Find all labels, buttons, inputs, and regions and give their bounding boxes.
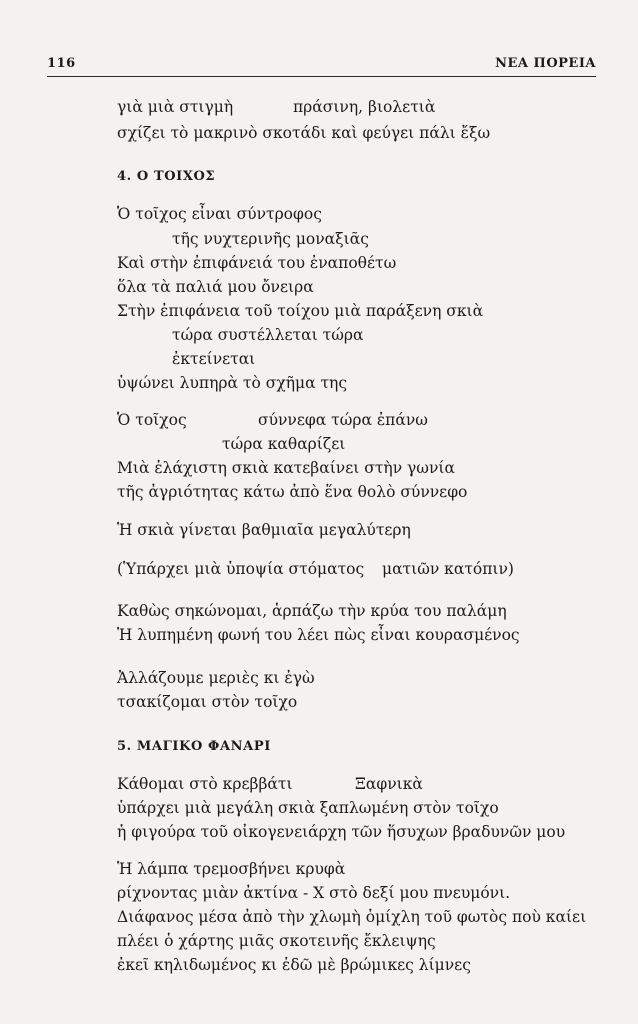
poem-4-line: Ὁ τοῖχος εἶναι σύντροφος [117, 205, 322, 223]
poem-4-heading: 4. Ο ΤΟΙΧΟΣ [117, 169, 216, 184]
poem-5-line: Κάθομαι στὸ κρεββάτι [117, 775, 293, 793]
poem-5-heading: 5. ΜΑΓΙΚΟ ΦΑΝΑΡΙ [117, 739, 271, 754]
poem-4-line: Στὴν ἐπιφάνεια τοῦ τοίχου μιὰ παράξενη σκιὰ [117, 302, 484, 320]
intro-line-1b: πράσινη, βιολετιὰ [293, 98, 436, 116]
intro-line-2: σχίζει τὸ μακρινὸ σκοτάδι καὶ φεύγει πάλι ἔξω [117, 124, 491, 142]
poem-5-line: πλέει ὁ χάρτης μιᾶς σκοτεινῆς ἔκλειψης [117, 932, 436, 950]
poem-4-line: ματιῶν κατόπιν) [382, 560, 514, 578]
poem-5-line: Διάφανος μέσα ἀπὸ τὴν χλωμὴ ὁμίχλη τοῦ φωτὸς ποὺ καίει [117, 908, 587, 926]
poem-5-line: Ξαφνικὰ [355, 775, 423, 793]
poem-4-line: Μιὰ ἐλάχιστη σκιὰ κατεβαίνει στὴν γωνία [117, 459, 455, 477]
intro-line-1a: γιὰ μιὰ στιγμὴ [117, 98, 234, 116]
poem-4-line: Καὶ στὴν ἐπιφάνειά του ἐναποθέτω [117, 254, 397, 272]
poem-4-line: Καθὼς σηκώνομαι, ἁρπάζω τὴν κρύα του παλάμη [117, 602, 507, 620]
poem-4-line: σύννεφα τώρα ἐπάνω [258, 411, 428, 429]
poem-4-line: Ἡ λυπημένη φωνή του λέει πὼς εἶναι κουρασμένος [117, 626, 520, 644]
poem-5-line: Ἡ λάμπα τρεμοσβήνει κρυφὰ [117, 860, 346, 878]
poem-5-line: ρίχνοντας μιὰν ἀκτίνα - Χ στὸ δεξί μου πνευμόνι. [117, 884, 511, 902]
poem-4-line: ὑψώνει λυπηρὰ τὸ σχῆμα της [117, 374, 348, 392]
poem-4-line: τσακίζομαι στὸν τοῖχο [117, 693, 298, 711]
header-rule [47, 76, 596, 77]
poem-4-line: τῆς ἀγριότητας κάτω ἀπὸ ἕνα θολὸ σύννεφο [117, 483, 468, 501]
poem-4-line: τώρα καθαρίζει [222, 435, 346, 453]
page-number: 116 [47, 56, 76, 71]
running-title: ΝΕΑ ΠΟΡΕΙΑ [495, 56, 596, 71]
poem-5-line: ἡ φιγούρα τοῦ οἰκογενειάρχη τῶν ἥσυχων βραδυνῶν μου [117, 823, 566, 841]
poem-4-line: ἐκτείνεται [172, 350, 256, 368]
poem-5-line: ὑπάρχει μιὰ μεγάλη σκιὰ ξαπλωμένη στὸν τοῖχο [117, 799, 499, 817]
poem-4-line: τώρα συστέλλεται τώρα [172, 326, 364, 344]
poem-5-line: ἐκεῖ κηλιδωμένος κι ἐδῶ μὲ βρώμικες λίμνες [117, 956, 471, 974]
poem-4-line: Ἡ σκιὰ γίνεται βαθμιαῖα μεγαλύτερη [117, 521, 411, 539]
poem-4-line: Ἀλλάζουμε μεριὲς κι ἐγὼ [117, 669, 315, 687]
poem-4-line: (Ὑπάρχει μιὰ ὑποψία στόματος [117, 560, 365, 578]
poem-4-line: ὅλα τὰ παλιά μου ὄνειρα [117, 278, 314, 296]
poem-4-line: Ὁ τοῖχος [117, 411, 187, 429]
poem-4-line: τῆς νυχτερινῆς μοναξιᾶς [172, 230, 369, 248]
